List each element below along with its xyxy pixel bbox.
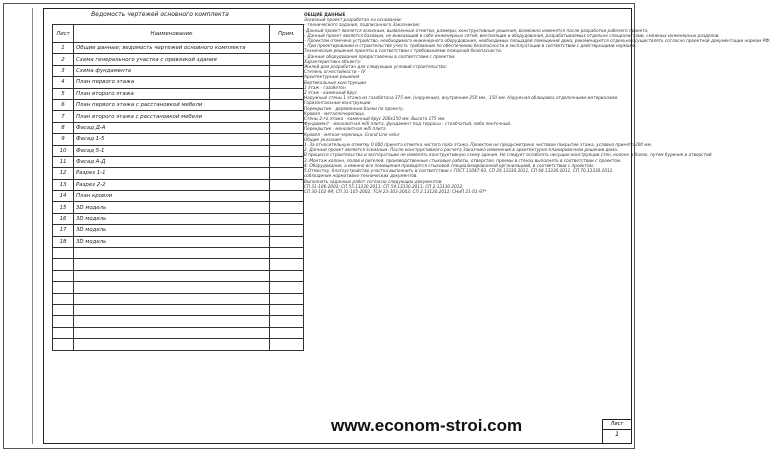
register-sheet-number [53,339,74,350]
notes-line: Горизонтальные конструкции [304,100,371,106]
header-note: Прим. [270,25,304,43]
register-sheet-name: Фасад 1-5 [74,134,270,145]
register-sheet-number [53,259,74,270]
register-sheet-name: 3D модель [74,202,270,213]
register-sheet-number: 5 [53,88,74,99]
stamp-sheet-number: 1 [615,431,619,438]
drawings-register-table [52,24,304,351]
notes-line: – технического задания, подписанного Заказчиком; [304,22,420,28]
register-sheet-note [270,122,304,133]
register-sheet-name: 3D модель [74,236,270,247]
register-sheet-name: Фасад А-Д [74,156,270,167]
register-sheet-name [74,259,270,270]
register-row [53,304,304,315]
register-sheet-number [53,316,74,327]
register-sheet-note [270,134,304,145]
register-sheet-name: Фасад 5-1 [74,145,270,156]
header-name: Наименование [74,25,270,43]
register-title: Ведомость чертежей основного комплекта [91,11,229,18]
notes-line: Фундамент - монолитная ж/б плита, фундамент под террасы - столбчатый, либо ленточный. [304,121,512,127]
register-sheet-note [270,43,304,54]
register-row [53,168,304,179]
register-sheet-number: 6 [53,99,74,110]
register-sheet-number [53,270,74,281]
register-sheet-name [74,293,270,304]
register-sheet-note [270,77,304,88]
notes-line: Перекрытие - монолитная ж/б плита [304,126,386,132]
register-sheet-name: План первого этажа [74,77,270,88]
register-row [53,77,304,88]
notes-line: 2 этаж - каменный брус [304,90,357,96]
register-sheet-number: 18 [53,236,74,247]
register-sheet-number: 12 [53,168,74,179]
notes-line: Перекрытие - деревянные балки по проекту. [304,105,405,111]
register-row [53,213,304,224]
sheet-stamp [602,419,632,444]
register-sheet-number: 7 [53,111,74,122]
register-row [53,293,304,304]
register-sheet-number: 2 [53,54,74,65]
register-sheet-note [270,202,304,213]
notes-line: –Данный проект является эскизным, выявленные отметки, размеры, конструктивные решения, возможно изменятся после разработки рабочего проекта. [304,27,649,33]
register-row [53,145,304,156]
register-row [53,111,304,122]
register-sheet-number [53,248,74,259]
register-sheet-name: Схема фундамента [74,65,270,76]
register-row [53,316,304,327]
register-sheet-note [270,236,304,247]
register-sheet-name [74,270,270,281]
notes-line: – Данный проект является базовым, не вникающий в себе инженерных сетей, вентиляции и оборудования, разрабатываемых отдельно специалистами, смежных инженерных разделов. [304,32,720,38]
register-sheet-name: План первого этажа с расстановкой мебели [74,99,270,110]
register-sheet-name: План второго этажа [74,88,270,99]
register-sheet-name: Общие данные; ведомость чертежей основного комплекта [74,43,270,54]
register-row [53,179,304,190]
notes-line: СП 30-102-99; СП 31-105-2002; ТСН 23-303-2003; СП 2.13130.2012; СНиП 21-01-97* [304,188,487,194]
notes-line: Стены 2-го этажа - каменный брус 200х150 мм. Высота 175 мм. [304,116,446,122]
register-row [53,282,304,293]
register-sheet-number: 4 [53,77,74,88]
register-sheet-name: 3D модель [74,213,270,224]
general-notes [304,12,770,302]
notes-line: 1 этаж - газобетон [304,84,346,90]
register-row [53,65,304,76]
register-row [53,225,304,236]
register-sheet-note [270,213,304,224]
register-sheet-note [270,191,304,202]
notes-line: 5.Отмостку, благоустройство участка выполнить в соответствии с ГОСТ 11047-93, СП 29.13330.2011, СП 64.13330.2011, СП 70.13330.2012. [304,168,614,174]
notes-line: 1. За относительную отметку 0.000 принята отметка чистого пола этажа. Проектом не предусмотрено чистовое покрытие этажа, условно принято 200 мм. [304,142,653,148]
notes-line: Технические решения приняты в соответствии с требованиями пожарной безопасности. [304,48,503,54]
notes-line: Выполнять заданных работ согласно следующих документов: [304,178,443,184]
register-sheet-note [270,179,304,190]
register-sheet-name [74,248,270,259]
register-sheet-note [270,327,304,338]
register-row [53,248,304,259]
register-row [53,236,304,247]
register-sheet-number: 17 [53,225,74,236]
register-sheet-note [270,282,304,293]
register-sheet-note [270,248,304,259]
notes-line: Жилой дом разработан для следующих условий строительства: [304,64,448,70]
site-watermark: www.econom-stroi.com [331,416,523,435]
register-sheet-number [53,282,74,293]
notes-line: Эскизный проект разработан на основании: [304,17,402,23]
register-sheet-name: Фасад Д-А [74,122,270,133]
notes-line: СП 31-106-2002; СП 55.13330.2011; СП 54.13330.2011; СП 2.13130.2012; [304,183,464,189]
notes-line: Кровля - металлочерепица. [304,110,366,116]
register-row [53,54,304,65]
notes-heading: ОБЩИЕ ДАННЫЕ [304,12,346,17]
register-sheet-note [270,259,304,270]
notes-line: 2. Данный проект является эскизным. После конструктивного расчета Заказчика изменения в архитектурно-планировочном решении дома. [304,147,619,153]
register-sheet-number [53,304,74,315]
register-row [53,327,304,338]
notes-line: – Данные оборудования предоставлены в соответствии с проектом. [304,53,456,59]
register-row [53,202,304,213]
register-row [53,122,304,133]
register-sheet-note [270,156,304,167]
register-sheet-note [270,145,304,156]
register-sheet-note [270,270,304,281]
register-row [53,270,304,281]
register-sheet-number: 8 [53,122,74,133]
register-sheet-name: План кровли [74,191,270,202]
register-sheet-note [270,168,304,179]
notes-line: Общие указания: [304,136,343,142]
register-sheet-number [53,293,74,304]
register-row [53,43,304,54]
notes-line: 4. Оборудование, а именно все помещения проводятся стыковой специализированной организацией, в соответствии с проектом. [304,162,595,168]
register-row [53,339,304,350]
register-sheet-name [74,304,270,315]
notes-line: Архитектурные решения [304,74,360,80]
register-sheet-note [270,316,304,327]
register-row [53,259,304,270]
register-sheet-number: 10 [53,145,74,156]
register-sheet-note [270,88,304,99]
register-row [53,156,304,167]
register-sheet-name: 3D модель [74,225,270,236]
register-row [53,134,304,145]
register-sheet-note [270,225,304,236]
header-sheet: Лист [53,25,74,43]
register-sheet-number: 11 [53,156,74,167]
register-row [53,191,304,202]
register-sheet-number: 13 [53,179,74,190]
register-row [53,99,304,110]
register-sheet-number: 1 [53,43,74,54]
register-sheet-note [270,293,304,304]
register-sheet-note [270,65,304,76]
register-sheet-name: План второго этажа с расстановкой мебели [74,111,270,122]
register-sheet-name [74,327,270,338]
notes-line: В процессе строительства и эксплуатации не изменять конструктивную схему здания. Не следует ослаблять несущие конструкции стен, колонн и балок, путем бурения и отверстий. [304,152,713,158]
notes-line: соблюдение нормативно-технических документов. [304,173,418,179]
register-sheet-name [74,282,270,293]
register-sheet-number: 3 [53,65,74,76]
register-sheet-note [270,99,304,110]
register-sheet-name: Разрез 1-1 [74,168,270,179]
notes-line: Степень огнестойкости – IV [304,69,366,75]
binding-strip [32,8,43,444]
notes-line: Характеристика объекта: [304,58,362,64]
register-sheet-note [270,111,304,122]
register-sheet-note [270,54,304,65]
register-sheet-name: Разрез 2-2 [74,179,270,190]
notes-line: – При проектировании и строительстве учесть требования по обеспечению безопасности и эксплуатации в соответствии с действующими нормами. [304,43,637,49]
notes-line: – Проектом отмечено устройство, необходимого инженерного оборудования, необходимых площадей помещений дома, рекомендуется отдельно осуществлять согласно проектной документации нормам РФ; [304,38,770,44]
register-sheet-name: Схема генерального участка с привязкой здания [74,54,270,65]
register-sheet-number: 16 [53,213,74,224]
register-sheet-number: 14 [53,191,74,202]
notes-line: Кровля - мягкая черепица. Grand Line velur [304,131,400,137]
register-sheet-name [74,339,270,350]
register-sheet-number: 9 [53,134,74,145]
register-row [53,88,304,99]
notes-line: Вертикальные конструкции [304,79,366,85]
notes-line: Наружные стены 1 этажа из газобетона 375 мм. (наружные), внутренние 250 мм., 150 мм. Наружная облицовка отделочными материалами. [304,95,619,101]
notes-line: 3. Монтаж колонн, полов и ригелей, производственные стыковые работы, отверстия, проемы в стенах выполнять в соответствии с проектом. [304,157,622,163]
register-sheet-note [270,304,304,315]
register-sheet-note [270,339,304,350]
stamp-label: Лист [603,420,631,430]
register-sheet-name [74,316,270,327]
register-sheet-number [53,327,74,338]
register-sheet-number: 15 [53,202,74,213]
